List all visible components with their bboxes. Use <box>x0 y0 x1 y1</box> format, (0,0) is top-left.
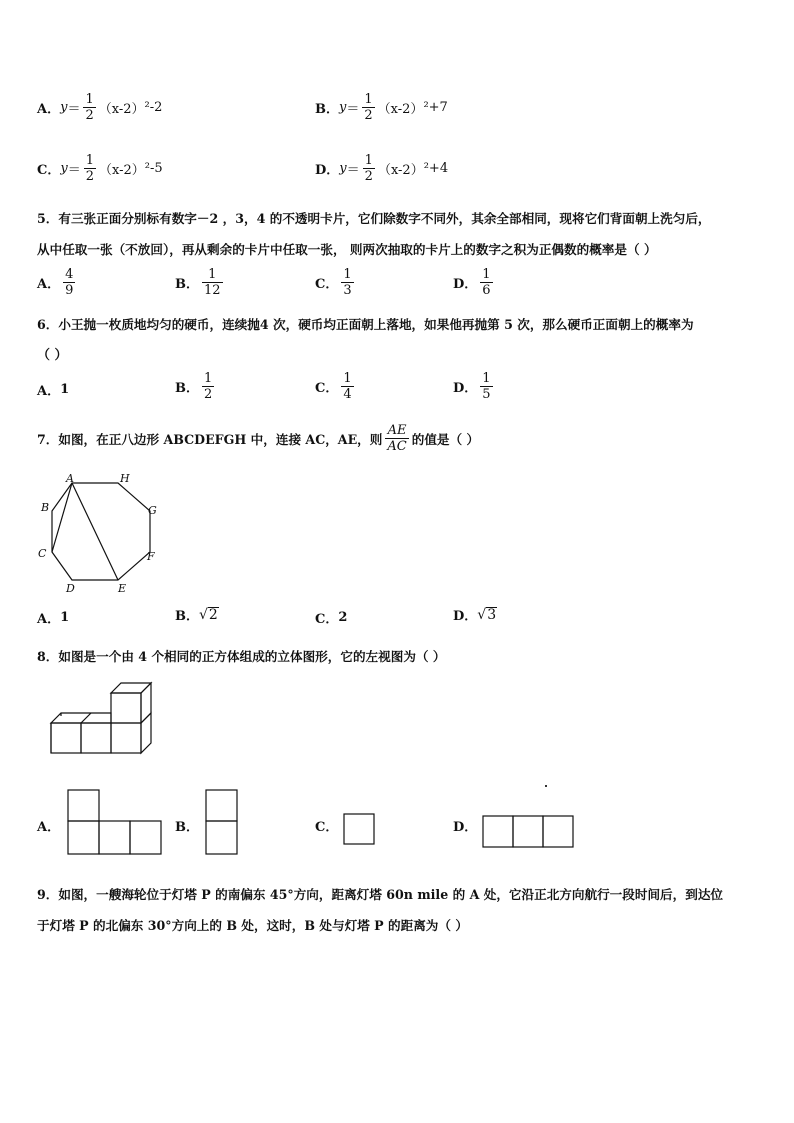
q4-option-d <box>315 153 448 184</box>
numerator: 1 <box>343 371 352 386</box>
q7-option-b <box>175 605 219 624</box>
label-e: E <box>118 582 127 595</box>
parenthesis-term: （x-2） <box>98 102 145 117</box>
fraction <box>480 267 492 298</box>
radicand: 2 <box>208 606 218 623</box>
denominator: 2 <box>85 169 95 184</box>
option-letter: D． <box>453 820 478 835</box>
parenthesis-term: （x-2） <box>377 163 424 178</box>
view-a-bottom-square-1 <box>68 821 99 854</box>
tail-term: ²-2 <box>144 100 163 115</box>
option-letter: C． <box>315 381 339 396</box>
bottom-cube-3-front <box>111 723 141 753</box>
label-h: H <box>120 472 130 485</box>
equals-sign: ＝ <box>346 102 360 117</box>
label-g: G <box>148 504 157 517</box>
q6-option-a <box>37 380 69 399</box>
option-letter: A． <box>37 820 61 835</box>
tail-term: ²-5 <box>144 161 163 176</box>
top-cube-top <box>111 683 151 693</box>
option-letter: A． <box>37 612 61 627</box>
q8-option-a <box>37 816 60 835</box>
option-letter: A． <box>37 102 61 117</box>
variable-y: y <box>339 100 347 115</box>
view-a <box>66 788 166 858</box>
label-a: A <box>66 472 74 485</box>
fraction <box>341 371 353 402</box>
numerator: 1 <box>85 92 94 107</box>
fraction <box>83 92 95 123</box>
octagon-figure <box>30 470 170 600</box>
view-d-square-3 <box>543 816 573 847</box>
q5-option-b <box>175 267 226 298</box>
q4-option-a <box>37 92 162 123</box>
numerator: 1 <box>482 267 491 282</box>
view-a-bottom-square-3 <box>130 821 161 854</box>
q8-stem: 8．如图是一个由 4 个相同的正方体组成的立体图形，它的左视图为（ ） <box>37 649 446 664</box>
q6-option-b <box>175 371 217 402</box>
top-cube-front <box>111 693 141 723</box>
label-b: B <box>41 501 50 514</box>
option-letter: B． <box>175 820 199 835</box>
equals-sign: ＝ <box>67 102 81 117</box>
denominator: AC <box>387 439 407 454</box>
denominator: 6 <box>482 283 491 298</box>
radicand: 3 <box>487 606 497 623</box>
q4-option-b <box>315 92 448 123</box>
q7-option-a <box>37 608 69 627</box>
label-c: C <box>38 547 47 560</box>
variable-y: y <box>339 161 347 176</box>
octagon-outline <box>52 483 150 580</box>
option-value: 2 <box>338 610 348 625</box>
q5-option-c <box>315 267 357 298</box>
view-b-bottom-square <box>206 821 237 854</box>
sqrt-expression: √ 3 <box>477 606 497 623</box>
bottom-cube-2-front <box>81 723 111 753</box>
q7-text-before: 7．如图，在正八边形 ABCDEFGH 中，连接 AC，AE，则 <box>37 432 383 447</box>
option-value: 1 <box>60 382 70 397</box>
equals-sign: ＝ <box>67 163 81 178</box>
parenthesis-term: （x-2） <box>377 102 424 117</box>
option-letter: D． <box>315 163 340 178</box>
numerator: 4 <box>65 267 74 282</box>
option-letter: C． <box>315 612 339 627</box>
q9-stem-line-1: 9．如图，一艘海轮位于灯塔 P 的南偏东 45°方向，距离灯塔 60n mile 的 A 处，它沿正北方向航行一段时间后，到达位 <box>37 887 724 902</box>
denominator: 2 <box>364 108 373 123</box>
variable-y: y <box>60 161 68 176</box>
cube-solid-figure <box>45 678 165 768</box>
denominator: 4 <box>343 387 352 402</box>
fraction <box>84 153 96 184</box>
q8-option-c <box>315 816 338 835</box>
bottom-row-top-divider <box>81 713 91 723</box>
segment-ae <box>72 483 118 580</box>
q8-option-d <box>453 816 477 835</box>
variable-y: y <box>60 100 68 115</box>
denominator: 5 <box>482 387 491 402</box>
option-letter: A． <box>37 384 61 399</box>
option-letter: D． <box>453 609 478 624</box>
fraction <box>480 371 492 402</box>
fraction <box>202 371 214 402</box>
parenthesis-term: （x-2） <box>99 163 145 178</box>
q6-stem-line-1: 6．小王抛一枚质地均匀的硬币，连续抛4 次，硬币均正面朝上落地，如果他再抛第 5 次，那么硬币正面朝上的概率为 <box>37 317 694 332</box>
denominator: 12 <box>204 283 221 298</box>
segment-ac <box>52 483 72 552</box>
denominator: 2 <box>85 108 94 123</box>
fraction <box>202 267 223 298</box>
view-c-square <box>344 814 374 844</box>
option-letter: A． <box>37 277 61 292</box>
label-f: F <box>147 550 155 563</box>
option-letter: B． <box>175 277 199 292</box>
option-letter: B． <box>315 102 339 117</box>
option-letter: C． <box>315 277 339 292</box>
option-value: 1 <box>60 610 70 625</box>
view-d <box>481 814 577 850</box>
q7-stem <box>37 423 479 454</box>
fraction <box>363 153 375 184</box>
q7-option-c <box>315 608 347 627</box>
equals-sign: ＝ <box>346 163 360 178</box>
q5-option-a <box>37 267 78 298</box>
option-letter: C． <box>37 163 61 178</box>
q7-text-after: 的值是（ ） <box>411 432 480 447</box>
q6-option-c <box>315 371 357 402</box>
fraction-ae-ac <box>385 423 408 454</box>
top-cube-side <box>141 683 151 723</box>
denominator: 9 <box>65 283 74 298</box>
numerator: 1 <box>364 92 373 107</box>
numerator: 1 <box>208 267 217 282</box>
fraction <box>63 267 75 298</box>
denominator: 2 <box>204 387 213 402</box>
numerator: 1 <box>85 153 95 168</box>
option-letter: B． <box>175 609 199 624</box>
q6-stem-line-2: （ ） <box>37 348 68 363</box>
bottom-cube-1-front <box>51 723 81 753</box>
view-c <box>342 812 376 846</box>
q5-stem-line-2: 从中任取一张（不放回），再从剩余的卡片中任取一张， 则两次抽取的卡片上的数字之积为正偶数的概率是（ ） <box>37 242 657 257</box>
view-a-top-square <box>68 790 99 821</box>
view-d-square-1 <box>483 816 513 847</box>
option-letter: D． <box>453 381 478 396</box>
numerator: 1 <box>364 153 373 168</box>
denominator: 2 <box>364 169 373 184</box>
tail-term: ²+4 <box>423 161 449 176</box>
stray-dot <box>545 785 547 787</box>
option-letter: C． <box>315 820 339 835</box>
sqrt-expression: √ 2 <box>199 606 218 623</box>
fraction <box>362 92 374 123</box>
view-d-square-2 <box>513 816 543 847</box>
view-b-top-square <box>206 790 237 821</box>
q5-stem-line-1: 5．有三张正面分别标有数字－2 ，3，4 的不透明卡片，它们除数字不同外，其余全部相同，现将它们背面朝上洗匀后， <box>37 211 711 226</box>
label-d: D <box>66 582 75 595</box>
numerator: 1 <box>482 371 491 386</box>
q8-option-b <box>175 816 199 835</box>
tail-term: ²+7 <box>423 100 448 115</box>
q7-option-d <box>453 605 497 624</box>
denominator: 3 <box>343 283 352 298</box>
bottom-row-side <box>141 713 151 753</box>
q4-option-c <box>37 153 163 184</box>
numerator: 1 <box>343 267 352 282</box>
option-letter: B． <box>175 381 199 396</box>
q6-option-d <box>453 371 496 402</box>
fraction <box>341 267 353 298</box>
option-letter: D． <box>453 277 478 292</box>
bottom-row-top <box>51 713 111 723</box>
q5-option-d <box>453 267 496 298</box>
q9-stem-line-2: 于灯塔 P 的北偏东 30°方向上的 B 处，这时，B 处与灯塔 P 的距离为（ ） <box>37 918 468 933</box>
numerator: 1 <box>204 371 213 386</box>
view-b <box>204 788 240 858</box>
view-a-bottom-square-2 <box>99 821 130 854</box>
numerator: AE <box>387 423 407 438</box>
